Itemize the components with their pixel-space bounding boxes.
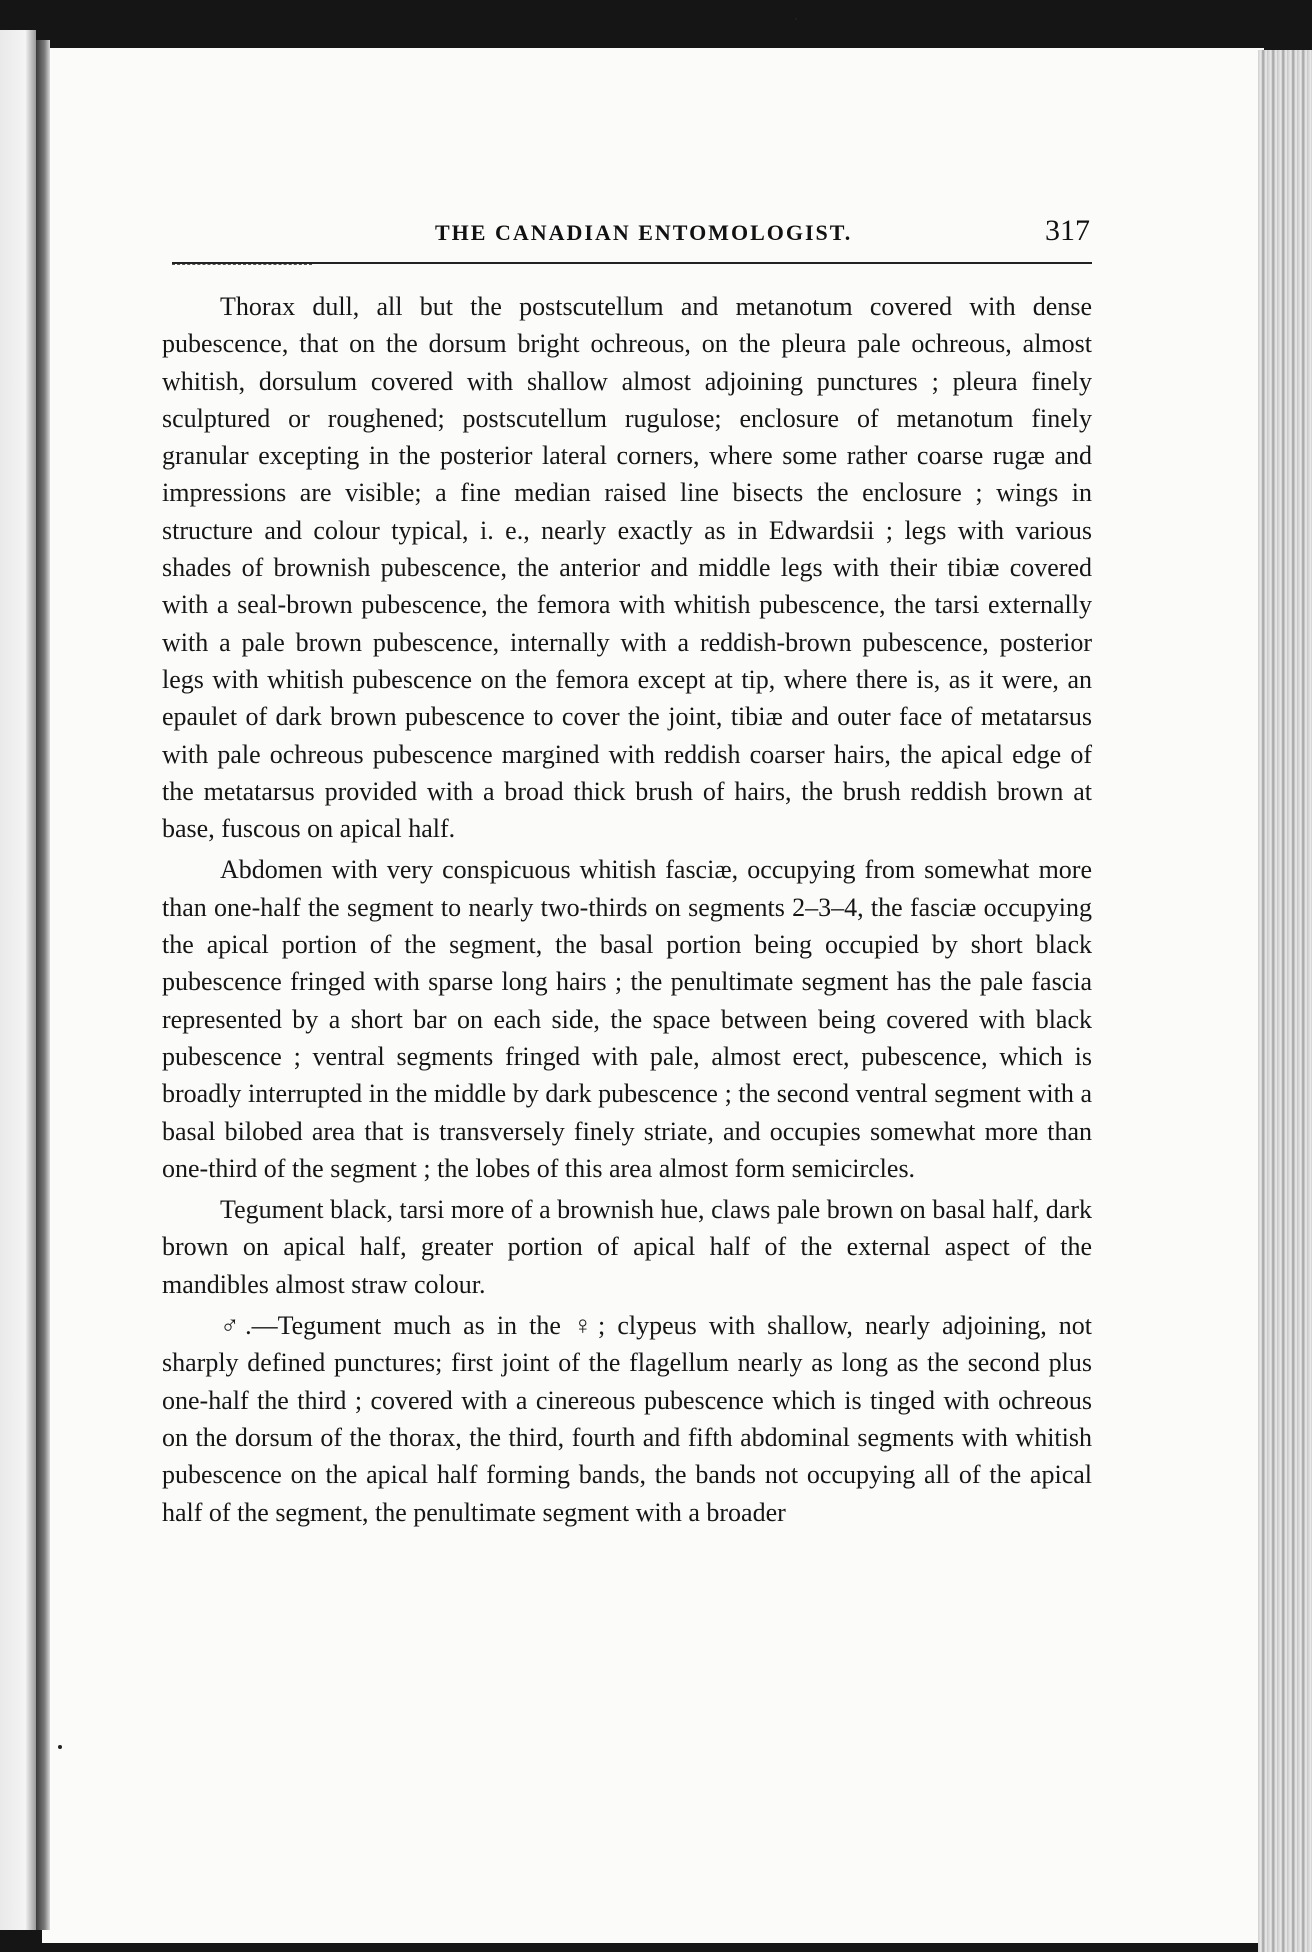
facing-page-edge <box>0 30 36 1930</box>
paragraph-thorax: Thorax dull, all but the postscutellum and metanotum covered with dense pubescence, that on the dorsum bright ochreous, on the pleura pale ochreous, almost whitish, dorsulum covered with shallow almost adjoining punctures ; pleura finely sculptured or roughened; postscutellum rugulose; enclosure of metanotum finely granular excepting in the posterior lateral corners, where some rather coarse rugæ and impressions are visible; a fine median raised line bisects the enclosure ; wings in structure and colour typical, i. e., nearly exactly as in Edwardsii ; legs with various shades of brownish pubescence, the anterior and middle legs with their tibiæ covered with a seal-brown pubescence, the femora with whitish pubescence, the tarsi externally with a pale brown pubescence, internally with a reddish-brown pubescence, posterior legs with whitish pubescence on the femora except at tip, where there is, as it were, an epaulet of dark brown pubescence to cover the joint, tibiæ and outer face of metatarsus with pale ochreous pubescence margined with reddish coarser hairs, the apical edge of the metatarsus provided with a broad thick brush of hairs, the brush reddish brown at base, fuscous on apical half. <box>162 292 1092 844</box>
paragraph-male: ♂.—Tegument much as in the ♀; clypeus with shallow, nearly adjoining, not sharply defined punctures; first joint of the flagellum nearly as long as the second plus one-half the third ; covered with a cinereous pubescence which is tinged with ochreous on the dorsum of the thorax, the third, fourth and fifth abdominal segments with whitish pubescence on the apical half forming bands, the bands not occupying all of the apical half of the segment, the penultimate segment with a broader <box>162 1311 1092 1527</box>
running-title: THE CANADIAN ENTOMOLOGIST. <box>435 220 853 245</box>
body-text <box>162 288 1092 1535</box>
page-number: 317 <box>1045 214 1090 247</box>
paragraph-tegument: Tegument black, tarsi more of a brownish hue, claws pale brown on basal half, dark brown on apical half, greater portion of apical half of the external aspect of the mandibles almost straw colour. <box>162 1195 1092 1299</box>
page-stack-edge <box>1258 50 1312 1952</box>
page-header <box>160 214 1096 258</box>
paragraph-abdomen: Abdomen with very conspicuous whitish fasciæ, occupying from somewhat more than one-half the segment to nearly two-thirds on segments 2–3–4, the fasciæ occupying the apical portion of the segment, the basal portion being occupied by short black pubescence fringed with sparse long hairs ; the penultimate segment has the pale fascia represented by a short bar on each side, the space between being covered with black pubescence ; ventral segments fringed with pale, almost erect, pubescence, which is broadly interrupted in the middle by dark pubescence ; the second ventral segment with a basal bilobed area that is transversely finely striate, and occupies somewhat more than one-third of the segment ; the lobes of this area almost form semicircles. <box>162 855 1092 1183</box>
scan-speck <box>58 1745 62 1749</box>
book-gutter <box>36 40 50 1930</box>
scan-speck <box>795 18 797 20</box>
header-rule-dash <box>172 264 312 265</box>
